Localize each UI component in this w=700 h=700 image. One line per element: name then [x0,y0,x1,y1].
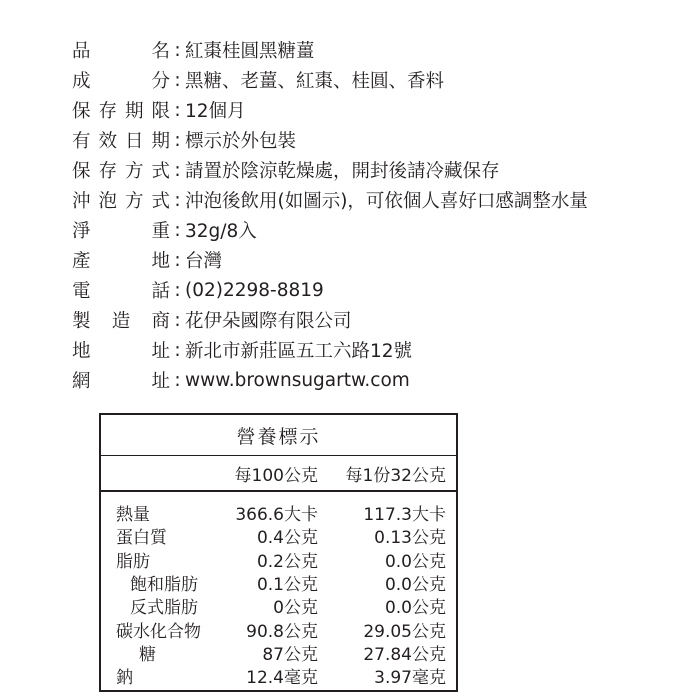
info-label: 網址 [72,371,170,392]
nutrition-header-row [101,456,456,492]
info-label: 保存方式 [72,161,170,182]
info-row [72,305,588,335]
info-value: 台灣 [185,251,223,272]
nutrient-name: 碳水化合物 [116,621,201,642]
nutrient-name: 糖 [139,644,156,665]
colon: : [174,279,181,301]
nutrient-per-100g: 90.8公克 [246,621,318,642]
info-label: 有效日期 [72,131,170,152]
info-row [72,185,588,215]
info-row [72,275,588,305]
nutrient-per-serving: 117.3大卡 [363,505,446,526]
colon: : [174,249,181,271]
info-row [72,95,588,125]
nutrient-name: 熱量 [116,505,150,526]
info-value: 沖泡後飲用(如圖示)，可依個人喜好口感調整水量 [185,191,588,212]
nutrient-per-100g: 366.6大卡 [235,505,318,526]
info-value: 32g/8入 [185,221,257,242]
colon: : [174,69,181,91]
info-value: 新北市新莊區五工六路12號 [185,341,413,362]
nutrition-body [101,492,456,687]
colon: : [174,99,181,121]
info-label: 品名 [72,41,170,62]
nutrition-row [101,641,456,664]
info-label: 電話 [72,281,170,302]
nutrient-per-100g: 12.4毫克 [246,668,318,689]
nutrient-per-serving: 3.97毫克 [374,668,446,689]
colon: : [174,39,181,61]
nutrient-per-100g: 0.2公克 [256,551,318,572]
nutrition-row [101,501,456,524]
info-row [72,365,588,395]
info-label: 成分 [72,71,170,92]
colon: : [174,339,181,361]
nutrition-row [101,664,456,687]
nutrient-per-100g: 0公克 [273,598,318,619]
colon: : [174,159,181,181]
info-label: 沖泡方式 [72,191,170,212]
info-row [72,335,588,365]
info-label: 淨重 [72,221,170,242]
info-row [72,155,588,185]
colon: : [174,129,181,151]
nutrition-title: 營養標示 [101,415,456,456]
info-value: 標示於外包裝 [185,131,297,152]
nutrition-row [101,571,456,594]
nutrition-row [101,617,456,640]
colon: : [174,309,181,331]
nutrient-per-100g: 0.4公克 [256,528,318,549]
colon: : [174,219,181,241]
product-info-list [72,35,588,395]
nutrient-per-serving: 0.0公克 [384,598,446,619]
info-row [72,65,588,95]
nutrient-name: 鈉 [116,668,133,689]
nutrient-name: 蛋白質 [116,528,167,549]
info-label: 產地 [72,251,170,272]
nutrient-name: 脂肪 [116,551,150,572]
info-row [72,245,588,275]
nutrient-name: 飽和脂肪 [130,575,198,596]
nutrition-row [101,524,456,547]
colon: : [174,189,181,211]
nutrient-per-serving: 29.05公克 [363,621,446,642]
nutrient-name: 反式脂肪 [130,598,198,619]
info-row [72,215,588,245]
nutrition-row [101,548,456,571]
info-value: 花伊朵國際有限公司 [185,311,352,332]
nutrient-per-100g: 0.1公克 [256,575,318,596]
nutrient-per-serving: 0.0公克 [384,575,446,596]
header-per-serving: 每1份32公克 [345,465,446,486]
colon: : [174,369,181,391]
info-value: www.brownsugartw.com [185,369,410,391]
info-label: 製造商 [72,311,170,332]
info-value: 紅棗桂圓黑糖薑 [185,41,315,62]
info-label: 保存期限 [72,101,170,122]
info-label: 地址 [72,341,170,362]
info-value: 12個月 [185,101,246,122]
nutrient-per-serving: 27.84公克 [363,644,446,665]
info-value: 黑糖、老薑、紅棗、桂圓、香料 [185,71,445,92]
info-value: 請置於陰涼乾燥處，開封後請冷藏保存 [185,161,500,182]
nutrition-row [101,594,456,617]
nutrient-per-serving: 0.0公克 [384,551,446,572]
nutrient-per-serving: 0.13公克 [374,528,446,549]
nutrient-per-100g: 87公克 [262,644,318,665]
nutrition-facts-table [99,413,458,692]
info-row [72,125,588,155]
info-row [72,35,588,65]
info-value: (02)2298-8819 [185,279,324,301]
header-per-100g: 每100公克 [234,465,318,486]
